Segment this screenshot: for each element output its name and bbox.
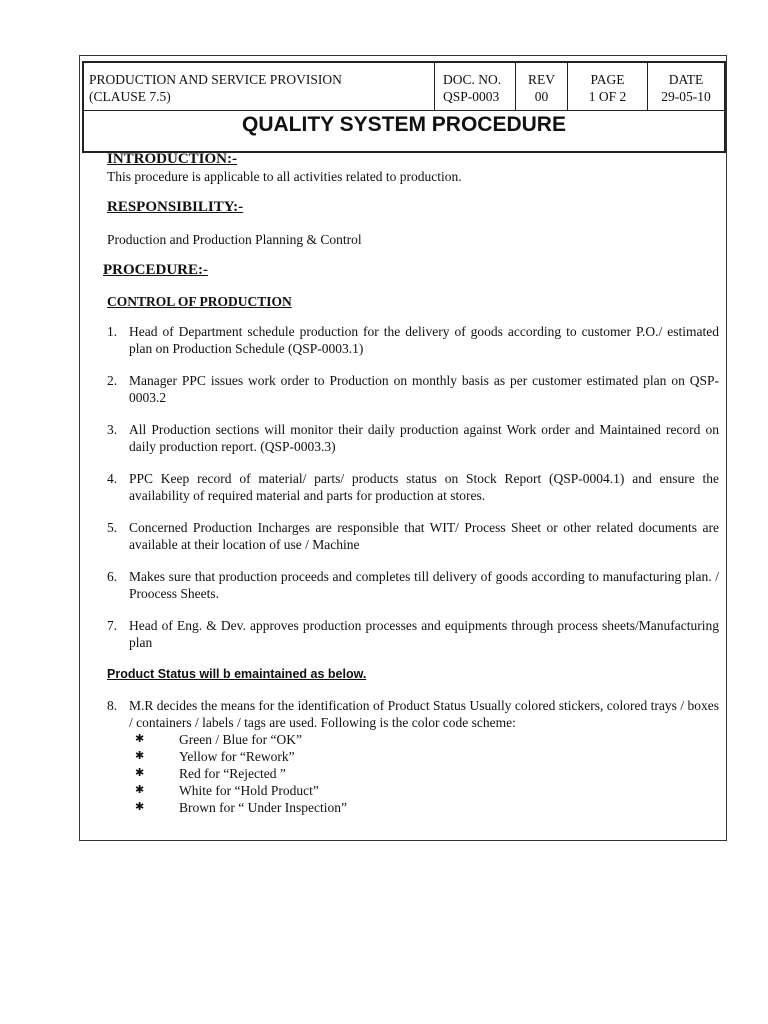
item-text: M.R decides the means for the identification of Product Status Usually colored stickers, colored trays / boxes / containers / labels / tags are used. Following is the color code scheme: (129, 698, 719, 730)
list-item (107, 748, 719, 765)
color-code-text: Yellow for “Rework” (179, 749, 295, 764)
item-text: All Production sections will monitor their daily production against Work order and Maintained record on daily production report. (QSP-0003.3) (129, 422, 719, 454)
item-number: 8. (107, 698, 118, 713)
page-cell (567, 63, 647, 110)
color-code-text: Red for “Rejected ” (179, 766, 286, 781)
item-number: 4. (107, 471, 118, 486)
document-header (82, 61, 726, 153)
color-code-text: Brown for “ Under Inspection” (179, 800, 347, 815)
color-code-text: Green / Blue for “OK” (179, 732, 302, 747)
list-item (107, 697, 719, 731)
star-bullet-icon: ✱ (135, 801, 145, 813)
star-bullet-icon: ✱ (135, 784, 145, 796)
doc-no-value: QSP-0003 (443, 89, 500, 104)
product-status-heading: Product Status will b emaintained as below. (107, 667, 367, 681)
rev-value: 00 (534, 89, 549, 104)
list-item (107, 323, 719, 357)
list-item (107, 568, 719, 602)
list-item (107, 421, 719, 455)
responsibility-heading: RESPONSIBILITY:- (107, 199, 244, 215)
item-text: PPC Keep record of material/ parts/ products status on Stock Report (QSP-0004.1) and ensure the availability of required material and parts for production at stores. (129, 471, 719, 503)
star-bullet-icon: ✱ (135, 767, 145, 779)
item-number: 3. (107, 422, 118, 437)
control-of-production-heading: CONTROL OF PRODUCTION (107, 294, 292, 309)
date-cell (647, 63, 724, 110)
header-info-row (84, 63, 724, 111)
list-item (107, 799, 719, 816)
list-item (107, 731, 719, 748)
introduction-text: This procedure is applicable to all activities related to production. (107, 169, 462, 184)
doc-no-label: DOC. NO. (443, 72, 502, 87)
color-code-list (107, 731, 719, 816)
list-item (107, 470, 719, 504)
list-item (107, 617, 719, 651)
document-title: QUALITY SYSTEM PROCEDURE (242, 113, 566, 136)
date-label: DATE (668, 72, 704, 87)
section-title: PRODUCTION AND SERVICE PROVISION (89, 72, 342, 87)
item-number: 5. (107, 520, 118, 535)
color-code-text: White for “Hold Product” (179, 783, 319, 798)
list-item (107, 765, 719, 782)
item-text: Makes sure that production proceeds and completes till delivery of goods according to manufacturing plan. / Proocess Sheets. (129, 569, 719, 601)
page-value: 1 OF 2 (588, 89, 627, 104)
star-bullet-icon: ✱ (135, 733, 145, 745)
rev-label: REV (528, 72, 555, 87)
list-item (107, 782, 719, 799)
list-item (107, 519, 719, 553)
item-text: Head of Eng. & Dev. approves production processes and equipments through process sheets/Manufacturing plan (129, 618, 719, 650)
item-text: Manager PPC issues work order to Production on monthly basis as per customer estimated plan on QSP-0003.2 (129, 373, 719, 405)
item-number: 7. (107, 618, 118, 633)
star-bullet-icon: ✱ (135, 750, 145, 762)
section-cell (84, 63, 434, 110)
list-item (107, 372, 719, 406)
introduction-heading: INTRODUCTION:- (107, 151, 238, 167)
item-text: Head of Department schedule production for the delivery of goods according to customer P.O./ estimated plan on Production Schedule (QSP-0003.1) (129, 324, 719, 356)
item-text: Concerned Production Incharges are responsible that WIT/ Process Sheet or other related documents are available at their location of use / Machine (129, 520, 719, 552)
page-label: PAGE (590, 72, 625, 87)
responsibility-text: Production and Production Planning & Control (107, 232, 362, 247)
date-value: 29-05-10 (661, 89, 711, 104)
item-number: 1. (107, 324, 118, 339)
document-body (103, 150, 719, 816)
item-number: 6. (107, 569, 118, 584)
procedure-heading: PROCEDURE:- (103, 262, 208, 278)
item-number: 2. (107, 373, 118, 388)
clause-label: (CLAUSE 7.5) (89, 89, 171, 104)
doc-no-cell (434, 63, 515, 110)
rev-cell (515, 63, 567, 110)
